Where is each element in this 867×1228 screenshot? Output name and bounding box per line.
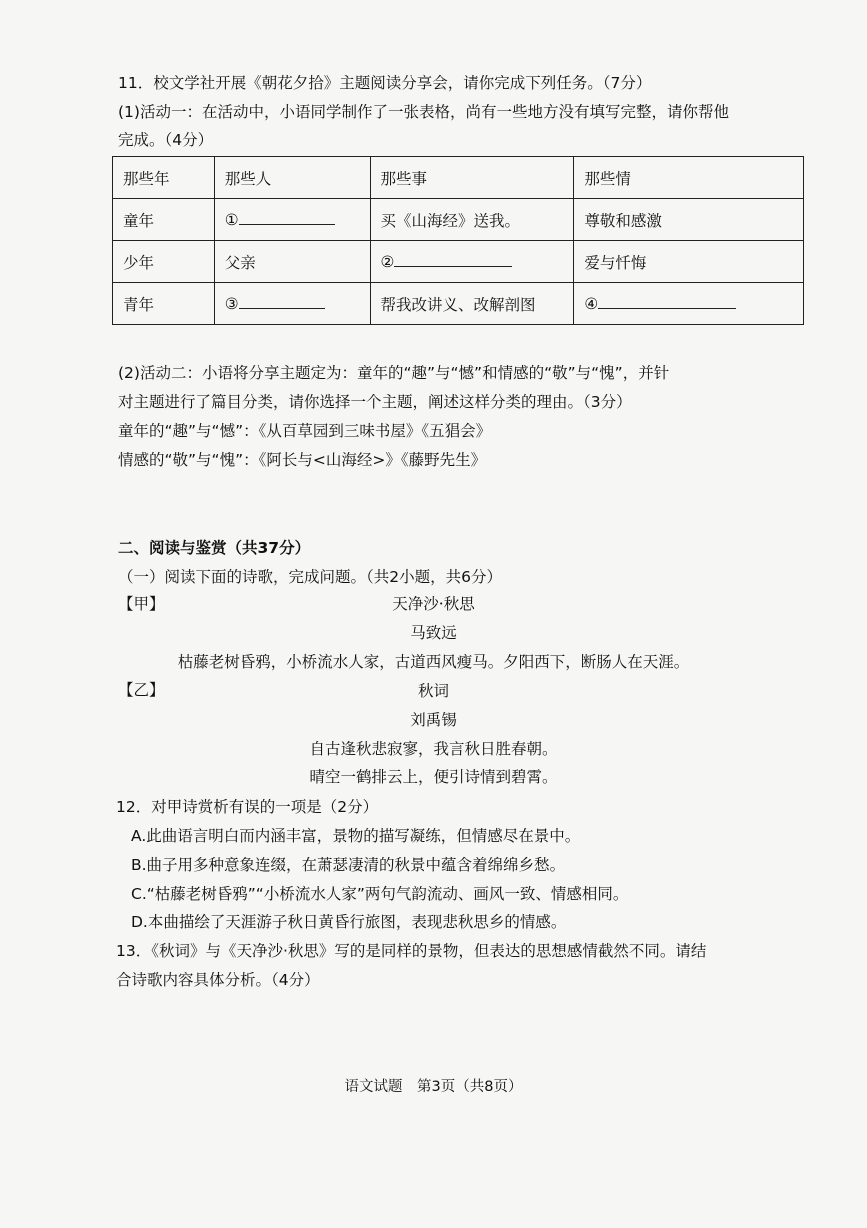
- q13-line1: 13．《秋词》与《天净沙·秋思》写的是同样的景物，但表达的思想感情截然不同。请结: [116, 942, 707, 960]
- poem-a-author: 马致远: [410, 624, 457, 642]
- poem-a-tag: 【甲】: [118, 595, 165, 613]
- answer-blank[interactable]: [394, 252, 512, 267]
- poem-a-text: 枯藤老树昏鸦，小桥流水人家，古道西风瘦马。夕阳西下，断肠人在天涯。: [177, 653, 690, 671]
- answer-blank[interactable]: [598, 294, 736, 309]
- q12-option-c[interactable]: C.“枯藤老树昏鸦”“小桥流水人家”两句气韵流动、画风一致、情感相同。: [131, 885, 629, 903]
- blank-marker: ③: [224, 295, 239, 313]
- poem-b-author: 刘禹锡: [410, 711, 457, 729]
- table-header-cell: 那些情: [574, 157, 804, 199]
- blank-marker: ②: [380, 253, 395, 271]
- table-cell-blank[interactable]: [214, 283, 370, 325]
- table-row: [113, 241, 804, 283]
- poem-b-line1: 自古逢秋悲寂寥，我言秋日胜春朝。: [309, 740, 558, 758]
- q11-category-1: 童年的“趣”与“憾”：《从百草园到三味书屋》《五猖会》: [118, 422, 492, 440]
- table-cell: 尊敬和感激: [574, 199, 804, 241]
- table-cell: 青年: [113, 283, 215, 325]
- section-heading: 二、阅读与鉴赏（共37分）: [118, 539, 311, 557]
- q12-stem: 12．对甲诗赏析有误的一项是（2分）: [116, 798, 379, 816]
- q11-activity2-line1: (2)活动二：小语将分享主题定为：童年的“趣”与“憾”和情感的“敬”与“愧”，并针: [118, 364, 670, 382]
- table-cell: 少年: [113, 241, 215, 283]
- answer-blank[interactable]: [239, 294, 325, 309]
- poem-b-title: 秋词: [417, 682, 449, 700]
- table-cell-blank[interactable]: [370, 241, 574, 283]
- table-cell: 帮我改讲义、改解剖图: [370, 283, 574, 325]
- table-cell-blank[interactable]: [574, 283, 804, 325]
- table-cell: 父亲: [214, 241, 370, 283]
- poem-a-title: 天净沙·秋思: [392, 595, 475, 613]
- q11-category-2: 情感的“敬”与“愧”：《阿长与<山海经>》《藤野先生》: [118, 451, 487, 469]
- activity-table: [112, 156, 804, 325]
- poem-b-tag: 【乙】: [118, 681, 165, 699]
- table-cell: 童年: [113, 199, 215, 241]
- q11-activity2-line2: 对主题进行了篇目分类，请你选择一个主题，阐述这样分类的理由。（3分）: [118, 393, 632, 411]
- page-footer: 语文试题 第3页（共8页）: [344, 1079, 523, 1095]
- table-header-cell: 那些人: [214, 157, 370, 199]
- q12-option-d[interactable]: D.本曲描绘了天涯游子秋日黄昏行旅图，表现悲秋思乡的情感。: [131, 913, 567, 931]
- q13-line2: 合诗歌内容具体分析。（4分）: [116, 971, 320, 989]
- section-subheading: （一）阅读下面的诗歌，完成问题。（共2小题，共6分）: [118, 568, 502, 586]
- table-cell-blank[interactable]: [214, 199, 370, 241]
- q11-title: 11．校文学社开展《朝花夕拾》主题阅读分享会，请你完成下列任务。（7分）: [118, 74, 652, 92]
- table-cell: 买《山海经》送我。: [370, 199, 574, 241]
- blank-marker: ①: [224, 211, 239, 229]
- blank-marker: ④: [584, 295, 599, 313]
- table-row: [113, 283, 804, 325]
- q11-activity1-line1: (1)活动一：在活动中，小语同学制作了一张表格，尚有一些地方没有填写完整，请你帮他: [118, 103, 729, 121]
- q12-option-b[interactable]: B.曲子用多种意象连缀，在萧瑟凄清的秋景中蕴含着绵绵乡愁。: [131, 856, 566, 874]
- table-row: [113, 199, 804, 241]
- table-header-cell: 那些事: [370, 157, 574, 199]
- poem-b-line2: 晴空一鹤排云上，便引诗情到碧霄。: [309, 768, 558, 786]
- q12-option-a[interactable]: A.此曲语言明白而内涵丰富，景物的描写凝练，但情感尽在景中。: [131, 827, 581, 845]
- answer-blank[interactable]: [239, 210, 335, 225]
- q11-activity1-line2: 完成。（4分）: [118, 131, 214, 149]
- table-header-row: [113, 157, 804, 199]
- table-header-cell: 那些年: [113, 157, 215, 199]
- table-cell: 爱与忏悔: [574, 241, 804, 283]
